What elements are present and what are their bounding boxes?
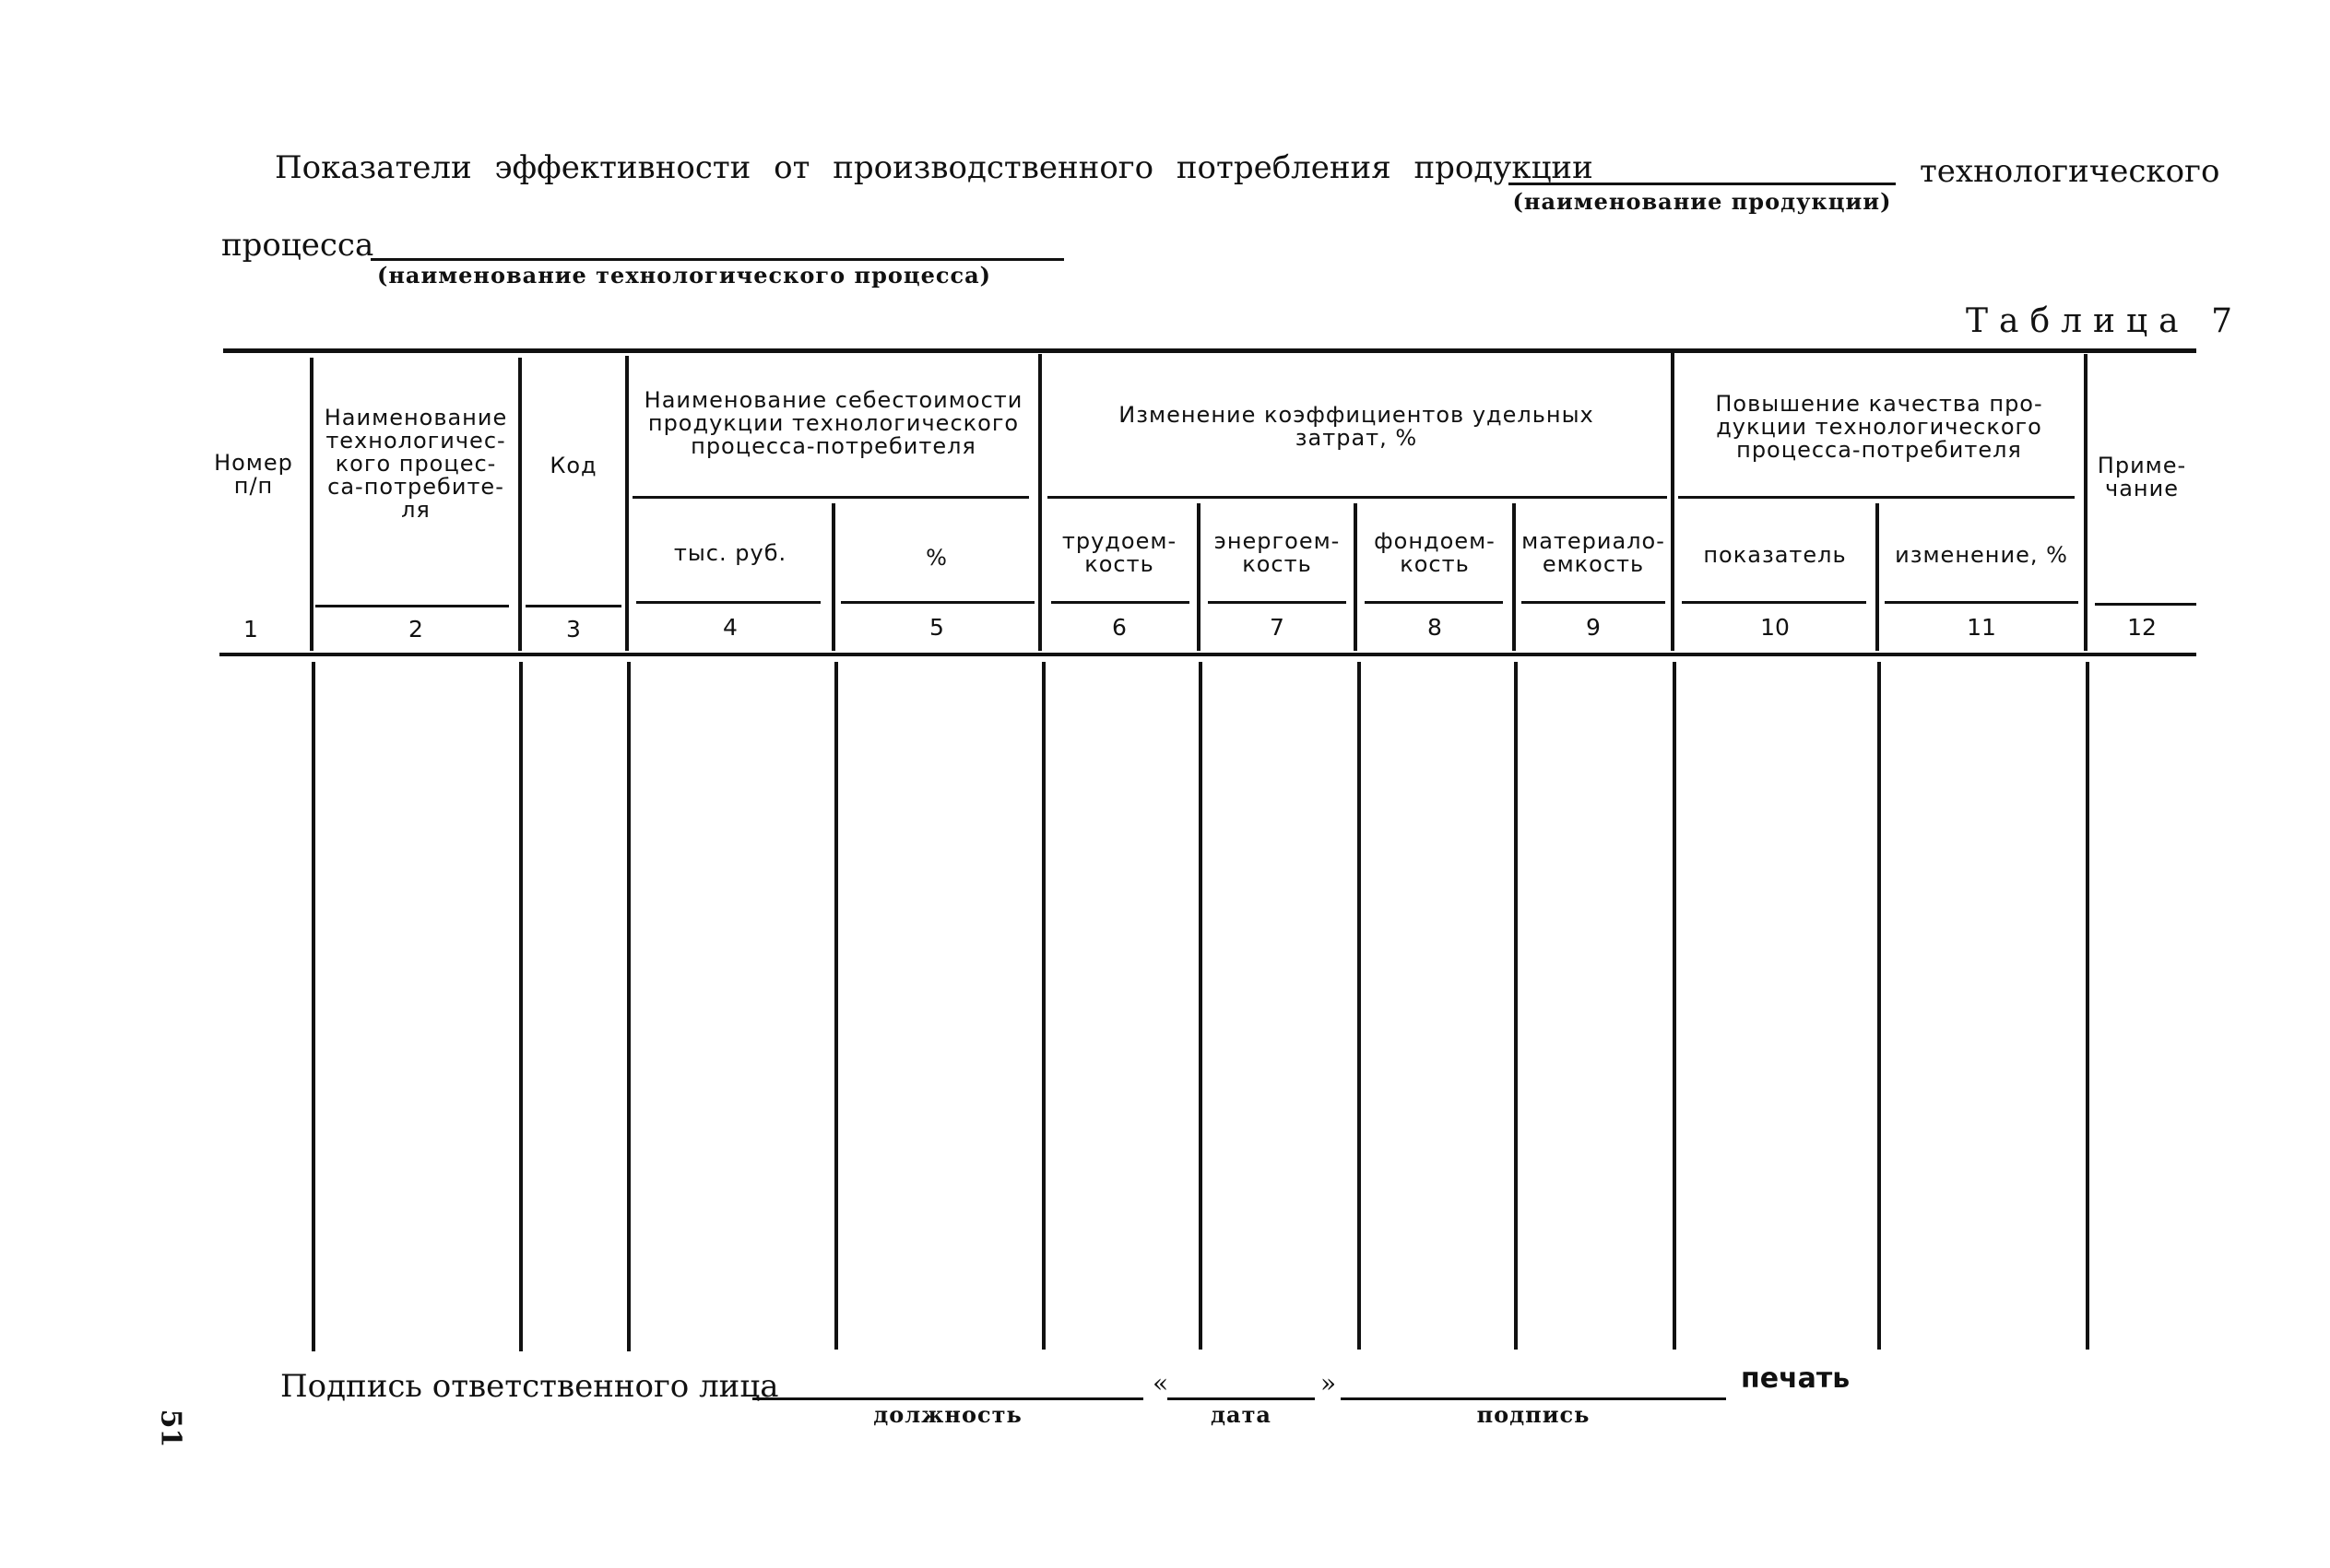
stamp-label: печать xyxy=(1741,1362,1851,1395)
col-header-process-name: Наименование технологичес- кого процес- са-потребите- ля xyxy=(324,404,508,523)
col-header-code: Код xyxy=(550,452,597,478)
date-quote-close: » xyxy=(1320,1368,1337,1398)
num-rule-6 xyxy=(1051,601,1189,604)
num-rule-5 xyxy=(841,601,1035,604)
column-number: 10 xyxy=(1760,613,1790,641)
col-header-number: Номер п/п xyxy=(214,450,293,499)
cost-group-rule xyxy=(633,496,1029,499)
page-number: 51 xyxy=(154,1409,187,1448)
num-rule-2 xyxy=(315,605,509,607)
column-number: 9 xyxy=(1586,613,1601,641)
header-line-1 xyxy=(275,149,1593,186)
body-vline-3 xyxy=(627,662,631,1351)
col-header-indicator: показатель xyxy=(1703,541,1847,568)
date-quote-open: « xyxy=(1153,1368,1169,1398)
header-bottom-rule xyxy=(219,653,2196,656)
col-header-quality-group: Повышение качества про- дукции технологического процесса-потребителя xyxy=(1715,390,2043,463)
col-header-change-pct: изменение, % xyxy=(1895,541,2068,568)
column-number: 6 xyxy=(1112,613,1127,641)
header-line-2: процесса xyxy=(221,227,374,264)
num-rule-10 xyxy=(1682,601,1866,604)
body-vline-5 xyxy=(1042,662,1046,1350)
col-header-cost-pct: % xyxy=(926,544,948,571)
col-header-coef-group: Изменение коэффициентов удельных затрат, % xyxy=(1118,402,1594,451)
column-number: 12 xyxy=(2127,613,2157,641)
table-label: Таблица 7 xyxy=(1966,302,2243,340)
product-caption: (наименование продукции) xyxy=(1512,188,1892,215)
column-number: 11 xyxy=(1967,613,1996,641)
product-name-blank xyxy=(1508,183,1896,185)
col-header-material: материало- емкость xyxy=(1521,528,1665,577)
header-line-1-suffix: технологического xyxy=(1920,153,2220,190)
body-vline-2 xyxy=(519,662,523,1351)
position-caption: должность xyxy=(873,1401,1023,1428)
col-header-note: Приме- чание xyxy=(2097,453,2187,501)
col-header-labor: трудоем- кость xyxy=(1061,528,1177,577)
process-name-blank xyxy=(371,258,1064,261)
column-number: 4 xyxy=(723,613,738,641)
body-vline-1 xyxy=(312,662,315,1351)
table-top-rule xyxy=(223,348,2196,353)
coef-group-rule xyxy=(1047,496,1667,499)
column-number: 1 xyxy=(243,615,258,643)
num-rule-8 xyxy=(1365,601,1503,604)
body-vline-4 xyxy=(834,662,838,1350)
quality-group-rule xyxy=(1678,496,2075,499)
process-caption: (наименование технологического процесса) xyxy=(377,262,991,289)
column-number: 8 xyxy=(1427,613,1442,641)
num-rule-4 xyxy=(636,601,821,604)
header-line-1-text: Показатели эффективности от производственного потребления продукции xyxy=(275,149,1593,186)
body-vline-7 xyxy=(1357,662,1361,1350)
column-number: 7 xyxy=(1270,613,1284,641)
column-number: 3 xyxy=(566,615,581,643)
num-rule-3 xyxy=(526,605,621,607)
col-header-cost-thous: тыс. руб. xyxy=(673,539,787,566)
num-rule-7 xyxy=(1208,601,1346,604)
body-vline-10 xyxy=(1877,662,1881,1350)
vline-2 xyxy=(518,358,522,651)
signature-blank xyxy=(1341,1397,1726,1400)
num-rule-12 xyxy=(2095,603,2196,606)
signature-caption: подпись xyxy=(1476,1401,1591,1428)
column-number: 5 xyxy=(929,613,944,641)
col-header-energy: энергоем- кость xyxy=(1213,528,1341,577)
body-vline-9 xyxy=(1673,662,1676,1350)
body-vline-6 xyxy=(1199,662,1202,1350)
col-header-funds: фондоем- кость xyxy=(1374,528,1496,577)
position-blank xyxy=(752,1397,1143,1400)
body-vline-8 xyxy=(1514,662,1518,1350)
signature-label: Подпись ответственного лица xyxy=(280,1368,779,1405)
num-rule-11 xyxy=(1885,601,2078,604)
date-caption: дата xyxy=(1211,1401,1271,1428)
body-vline-11 xyxy=(2086,662,2089,1350)
col-header-cost-group: Наименование себестоимости продукции технологического процесса-потребителя xyxy=(644,386,1023,459)
num-rule-9 xyxy=(1521,601,1665,604)
column-number: 2 xyxy=(408,615,423,643)
date-blank xyxy=(1167,1397,1315,1400)
